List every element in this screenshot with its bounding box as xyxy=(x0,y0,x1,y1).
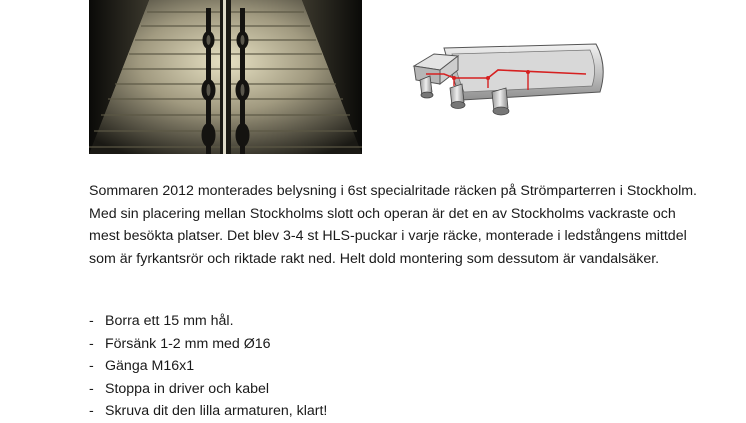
list-dash: - xyxy=(89,358,94,375)
step-text: Gänga M16x1 xyxy=(105,358,195,375)
staircase-railing-photo xyxy=(89,0,362,154)
list-item xyxy=(89,400,327,423)
step-text: Stoppa in driver och kabel xyxy=(105,380,270,397)
list-dash: - xyxy=(89,335,94,352)
installation-steps-list xyxy=(89,310,327,423)
step-text: Borra ett 15 mm hål. xyxy=(105,313,234,329)
step-text: Försänk 1-2 mm med Ø16 xyxy=(105,335,271,352)
list-item xyxy=(89,355,327,378)
description-paragraph: Sommaren 2012 monterades belysning i 6st specialritade räcken på Strömparterren i Stockholm. Med sin placering mellan Stockholms slott och operan är det en av Stockholms vackraste och mest besökta platser. Det blev 3-4 st HLS-puckar i varje räcke, monterade i ledstångens mittdel som är fyrkantsrör och riktade rakt ned. Helt dold montering som dessutom är vandalsäker. xyxy=(89,183,697,268)
list-dash: - xyxy=(89,403,94,420)
list-item xyxy=(89,333,327,356)
handrail-diagram-illustration xyxy=(404,40,608,122)
staircase-railing-illustration xyxy=(89,0,362,154)
list-item xyxy=(89,310,327,333)
handrail-led-puck-diagram xyxy=(404,40,608,122)
list-dash: - xyxy=(89,313,94,329)
list-dash: - xyxy=(89,380,94,397)
step-text: Skruva dit den lilla armaturen, klart! xyxy=(105,403,328,420)
list-item xyxy=(89,378,327,401)
